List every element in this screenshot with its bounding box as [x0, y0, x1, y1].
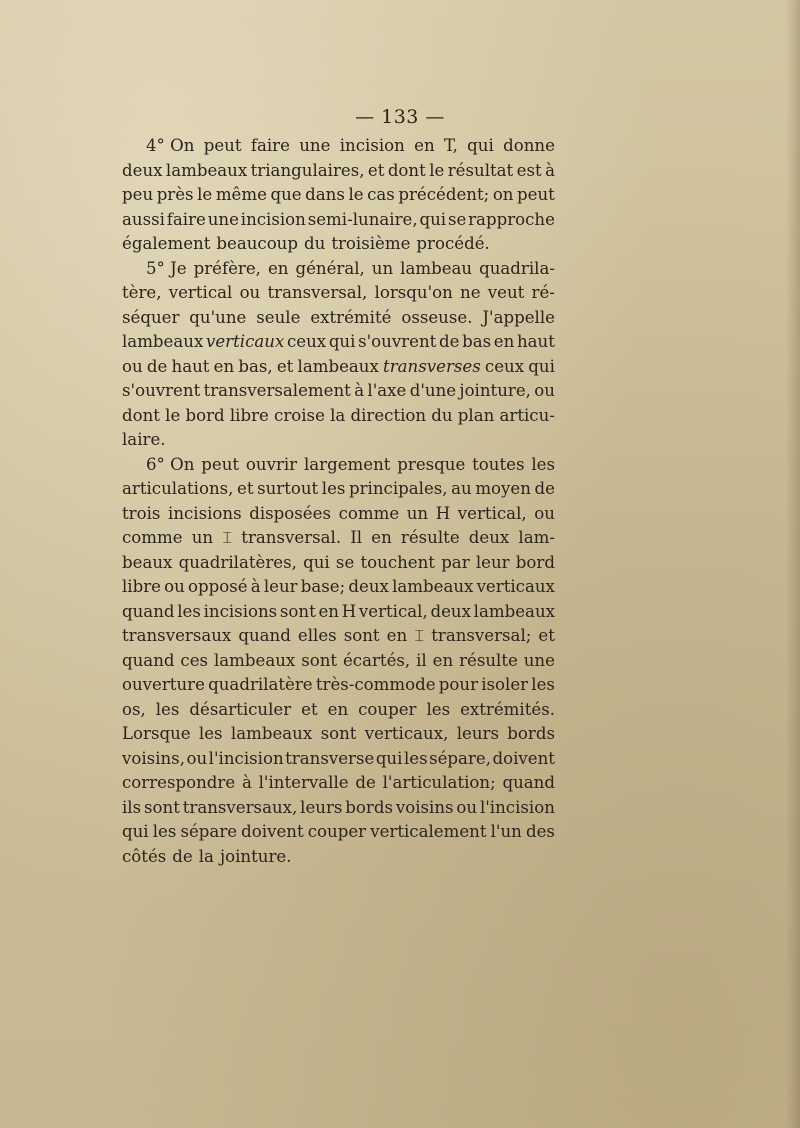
word: libre: [122, 577, 161, 596]
word: largement: [303, 454, 391, 474]
word: doivent: [241, 822, 304, 841]
text-line: [122, 698, 555, 723]
word: bas,: [238, 356, 273, 376]
word: près: [156, 185, 194, 204]
word: précédent;: [398, 185, 490, 204]
text-line: [122, 330, 555, 355]
word: ou: [456, 797, 478, 817]
word: au: [451, 479, 472, 498]
word: l'incision: [479, 797, 555, 817]
word: de: [172, 846, 193, 866]
word: croise: [274, 405, 325, 425]
word: vertical,: [358, 601, 428, 621]
word: jointure.: [219, 846, 292, 866]
word: les: [426, 699, 451, 719]
word: en: [493, 332, 515, 351]
word: quand: [502, 773, 555, 792]
word: extrémités.: [460, 699, 555, 719]
word: très-commode: [315, 675, 436, 694]
word: verticaux,: [364, 724, 449, 743]
page-number: — 133 —: [355, 106, 445, 128]
text-line: [122, 355, 555, 380]
word: le: [165, 405, 181, 425]
word: ou: [164, 577, 185, 596]
word: qui: [303, 552, 330, 572]
word: laire.: [122, 430, 166, 449]
word: isoler: [481, 675, 529, 694]
text-line: [122, 232, 555, 257]
word: pour: [438, 675, 479, 694]
word: deux: [122, 160, 163, 180]
word: à: [241, 773, 252, 792]
word: une: [207, 209, 239, 229]
word: les: [177, 601, 201, 621]
word: le: [197, 185, 213, 204]
word: l'incision: [208, 748, 284, 768]
word: les: [152, 822, 177, 841]
word: bord: [185, 405, 225, 425]
text-line: [122, 820, 555, 845]
word: leurs: [300, 797, 343, 817]
word: faire: [166, 209, 206, 229]
word: en: [414, 136, 435, 155]
word: transverse: [285, 748, 375, 768]
word: verticalement: [370, 822, 487, 841]
text-line: [122, 404, 555, 429]
word: et: [276, 356, 294, 376]
word: transversaux,: [182, 797, 298, 817]
word: écartés,: [342, 650, 411, 670]
text-line: [122, 673, 555, 698]
word: s'ouvrent: [122, 381, 201, 400]
text-line: [122, 526, 555, 551]
text-line: [122, 551, 555, 576]
word: les: [403, 748, 428, 768]
word: disposées: [249, 503, 331, 523]
word: quadrilatère: [208, 675, 313, 694]
word: sont: [343, 626, 380, 645]
word: leur: [263, 577, 298, 596]
word: en: [267, 258, 289, 278]
word: quadrila-: [479, 258, 555, 278]
word: sépare,: [429, 748, 491, 768]
word: peut: [201, 454, 240, 474]
text-line: [122, 281, 555, 306]
word: vertical: [168, 283, 233, 302]
word: os,: [122, 699, 146, 719]
word: troisième: [331, 234, 411, 253]
word: qui: [122, 822, 149, 841]
text-line: [122, 134, 555, 159]
word: par: [441, 552, 470, 572]
word: donne: [503, 136, 555, 155]
word: les: [198, 724, 223, 743]
word: 4° On: [146, 136, 195, 155]
word: d'une: [409, 381, 457, 400]
word: s'ouvrent: [358, 332, 437, 351]
word: ouverture: [122, 675, 205, 694]
word: incisions: [168, 503, 242, 523]
text-line: [122, 600, 555, 625]
word: trois: [122, 503, 161, 523]
word: verticaux: [205, 332, 285, 351]
word: couper: [358, 699, 417, 719]
text-line: [122, 428, 555, 453]
word: les: [531, 454, 555, 474]
word: une: [299, 136, 331, 155]
word: ne: [460, 283, 481, 302]
word: sont: [279, 601, 316, 621]
word: peu: [122, 185, 154, 204]
word: ⌶: [414, 626, 425, 645]
text-line: [122, 306, 555, 331]
word: procédé.: [416, 234, 490, 253]
word: lambeaux: [122, 332, 204, 351]
text-line: [122, 649, 555, 674]
word: on: [492, 185, 514, 204]
word: correspondre: [122, 773, 236, 792]
word: de: [534, 479, 555, 498]
word: sont: [320, 724, 357, 743]
word: incisions: [203, 601, 278, 621]
word: qui: [528, 356, 555, 376]
word: résultat: [447, 160, 514, 180]
word: ouvrir: [245, 454, 298, 474]
word: du: [431, 405, 453, 425]
word: bord: [515, 552, 555, 572]
word: la: [330, 405, 346, 425]
word: ils: [122, 797, 142, 817]
word: articulations,: [122, 479, 234, 498]
word: transversaux: [122, 626, 232, 645]
word: un: [191, 528, 214, 547]
word: lorsqu'on: [374, 283, 453, 302]
word: lambeaux: [473, 601, 555, 621]
text-line: [122, 379, 555, 404]
word: articu-: [499, 405, 555, 425]
word: de: [146, 356, 168, 376]
word: lam-: [518, 528, 555, 547]
word: les: [531, 675, 555, 694]
text-line: [122, 796, 555, 821]
word: deux: [430, 601, 471, 621]
word: T,: [443, 136, 458, 155]
word: un: [371, 258, 394, 278]
word: lambeaux: [392, 577, 474, 596]
word: sépare: [180, 822, 238, 841]
word: aussi: [122, 209, 165, 229]
word: en: [318, 601, 339, 621]
word: H: [435, 503, 451, 523]
word: triangulaires,: [250, 160, 365, 180]
word: même: [215, 185, 267, 204]
word: beaux: [122, 552, 173, 572]
word: tère,: [122, 283, 162, 302]
word: 5° Je: [146, 258, 187, 278]
word: désarticuler: [189, 699, 292, 719]
word: direction: [350, 405, 427, 425]
word: se: [447, 209, 467, 229]
page-edge-shadow: [786, 0, 800, 1128]
word: et: [301, 699, 318, 719]
word: H: [341, 601, 357, 621]
word: qui: [419, 209, 447, 229]
word: dont: [122, 405, 160, 425]
word: en: [371, 528, 392, 547]
word: ou: [122, 356, 143, 376]
word: est: [516, 160, 542, 180]
word: en: [213, 356, 235, 376]
word: à: [354, 381, 365, 400]
word: bas: [462, 332, 492, 351]
word: lambeau: [400, 258, 473, 278]
word: qui: [375, 748, 403, 768]
word: surtout: [257, 479, 319, 498]
word: incision: [240, 209, 306, 229]
word: ceux: [286, 332, 327, 351]
word: vertical,: [457, 503, 527, 523]
word: osseuse.: [401, 307, 473, 327]
word: verticaux: [476, 577, 555, 596]
text-line: [122, 183, 555, 208]
word: semi-lunaire,: [307, 209, 418, 229]
text-line: [122, 747, 555, 772]
word: ou: [186, 748, 208, 768]
word: cas: [367, 185, 395, 204]
text-line: [122, 159, 555, 184]
word: l'intervalle: [258, 773, 349, 792]
word: l'articulation;: [382, 773, 496, 792]
word: le: [429, 160, 445, 180]
text-line: [122, 257, 555, 282]
word: comme: [122, 528, 183, 547]
word: ou: [534, 381, 555, 400]
word: ⌶: [222, 528, 233, 547]
word: quand: [122, 601, 175, 621]
word: les: [321, 479, 346, 498]
word: moyen: [475, 479, 531, 498]
word: en: [386, 626, 408, 645]
word: de: [439, 332, 460, 351]
word: que: [270, 185, 302, 204]
word: à: [545, 160, 555, 180]
word: leurs: [456, 724, 499, 743]
word: transversal;: [431, 626, 532, 645]
text-line: [122, 845, 555, 870]
text-line: [122, 502, 555, 527]
word: beaucoup: [216, 234, 298, 253]
word: transversal.: [241, 528, 342, 547]
word: bords: [507, 724, 555, 743]
word: lambeaux: [297, 356, 379, 376]
word: lambeaux: [165, 160, 248, 180]
word: opposé: [188, 577, 248, 596]
word: toutes: [472, 454, 525, 474]
word: en: [327, 699, 349, 719]
word: ré-: [531, 283, 555, 302]
word: faire: [250, 136, 290, 155]
word: dans: [305, 185, 345, 204]
word: J'appelle: [482, 307, 555, 327]
word: libre: [229, 405, 269, 425]
word: des: [525, 822, 555, 841]
body-text: [122, 134, 555, 869]
word: seule: [256, 307, 301, 327]
word: transversal,: [267, 283, 368, 302]
word: transversalement: [203, 381, 351, 400]
word: résulte: [400, 528, 460, 547]
word: plan: [457, 405, 495, 425]
word: haut: [171, 356, 210, 376]
word: ou: [534, 503, 555, 523]
word: principales,: [349, 479, 448, 498]
word: se: [335, 552, 355, 572]
text-line: [122, 624, 555, 649]
word: à: [250, 577, 261, 596]
word: préfère,: [193, 258, 261, 278]
word: la: [198, 846, 214, 866]
word: dont: [387, 160, 426, 180]
word: base;: [300, 577, 346, 596]
text-line: [122, 771, 555, 796]
word: du: [304, 234, 326, 253]
word: l'axe: [367, 381, 407, 400]
word: touchent: [360, 552, 435, 572]
word: doivent: [492, 748, 555, 768]
word: ou: [239, 283, 261, 302]
word: résulte: [459, 650, 518, 670]
word: une: [523, 650, 555, 670]
word: deux: [348, 577, 389, 596]
word: quand: [122, 650, 175, 670]
word: sont: [301, 650, 338, 670]
word: Il: [350, 528, 363, 547]
word: de: [355, 773, 376, 792]
word: rapproche: [468, 209, 555, 229]
word: peut: [203, 136, 242, 155]
word: ces: [180, 650, 209, 670]
word: qui: [467, 136, 494, 155]
word: ceux: [484, 356, 525, 376]
word: lambeaux: [230, 724, 313, 743]
word: l'un: [490, 822, 522, 841]
word: deux: [468, 528, 510, 547]
word: le: [348, 185, 364, 204]
word: qu'une: [189, 307, 247, 327]
text-line: [122, 575, 555, 600]
text-line: [122, 722, 555, 747]
word: veut: [487, 283, 525, 302]
word: extrémité: [310, 307, 392, 327]
word: comme: [338, 503, 400, 523]
word: peut: [517, 185, 555, 204]
text-line: [122, 208, 555, 233]
word: voisins: [395, 797, 454, 817]
word: 6° On: [146, 454, 195, 474]
word: et: [237, 479, 254, 498]
word: presque: [397, 454, 466, 474]
word: il: [416, 650, 427, 670]
text-line: [122, 477, 555, 502]
word: transverses: [383, 356, 481, 376]
word: également: [122, 234, 211, 253]
word: jointure,: [459, 381, 531, 400]
text-line: [122, 453, 555, 478]
word: les: [155, 699, 180, 719]
word: général,: [295, 258, 365, 278]
word: incision: [339, 136, 405, 155]
word: haut: [516, 332, 555, 351]
word: lambeaux: [213, 650, 296, 670]
word: un: [406, 503, 429, 523]
word: sont: [144, 797, 180, 817]
word: quand: [238, 626, 291, 645]
word: Lorsque: [122, 724, 191, 743]
word: leur: [475, 552, 510, 572]
word: et: [538, 626, 555, 645]
word: couper: [307, 822, 367, 841]
word: côtés: [122, 846, 167, 866]
word: en: [432, 650, 454, 670]
word: quadrilatères,: [178, 552, 297, 572]
word: elles: [297, 626, 337, 645]
word: voisins,: [122, 748, 185, 768]
word: séquer: [122, 307, 180, 327]
word: et: [367, 160, 385, 180]
word: bords: [345, 797, 393, 817]
word: qui: [328, 332, 356, 351]
